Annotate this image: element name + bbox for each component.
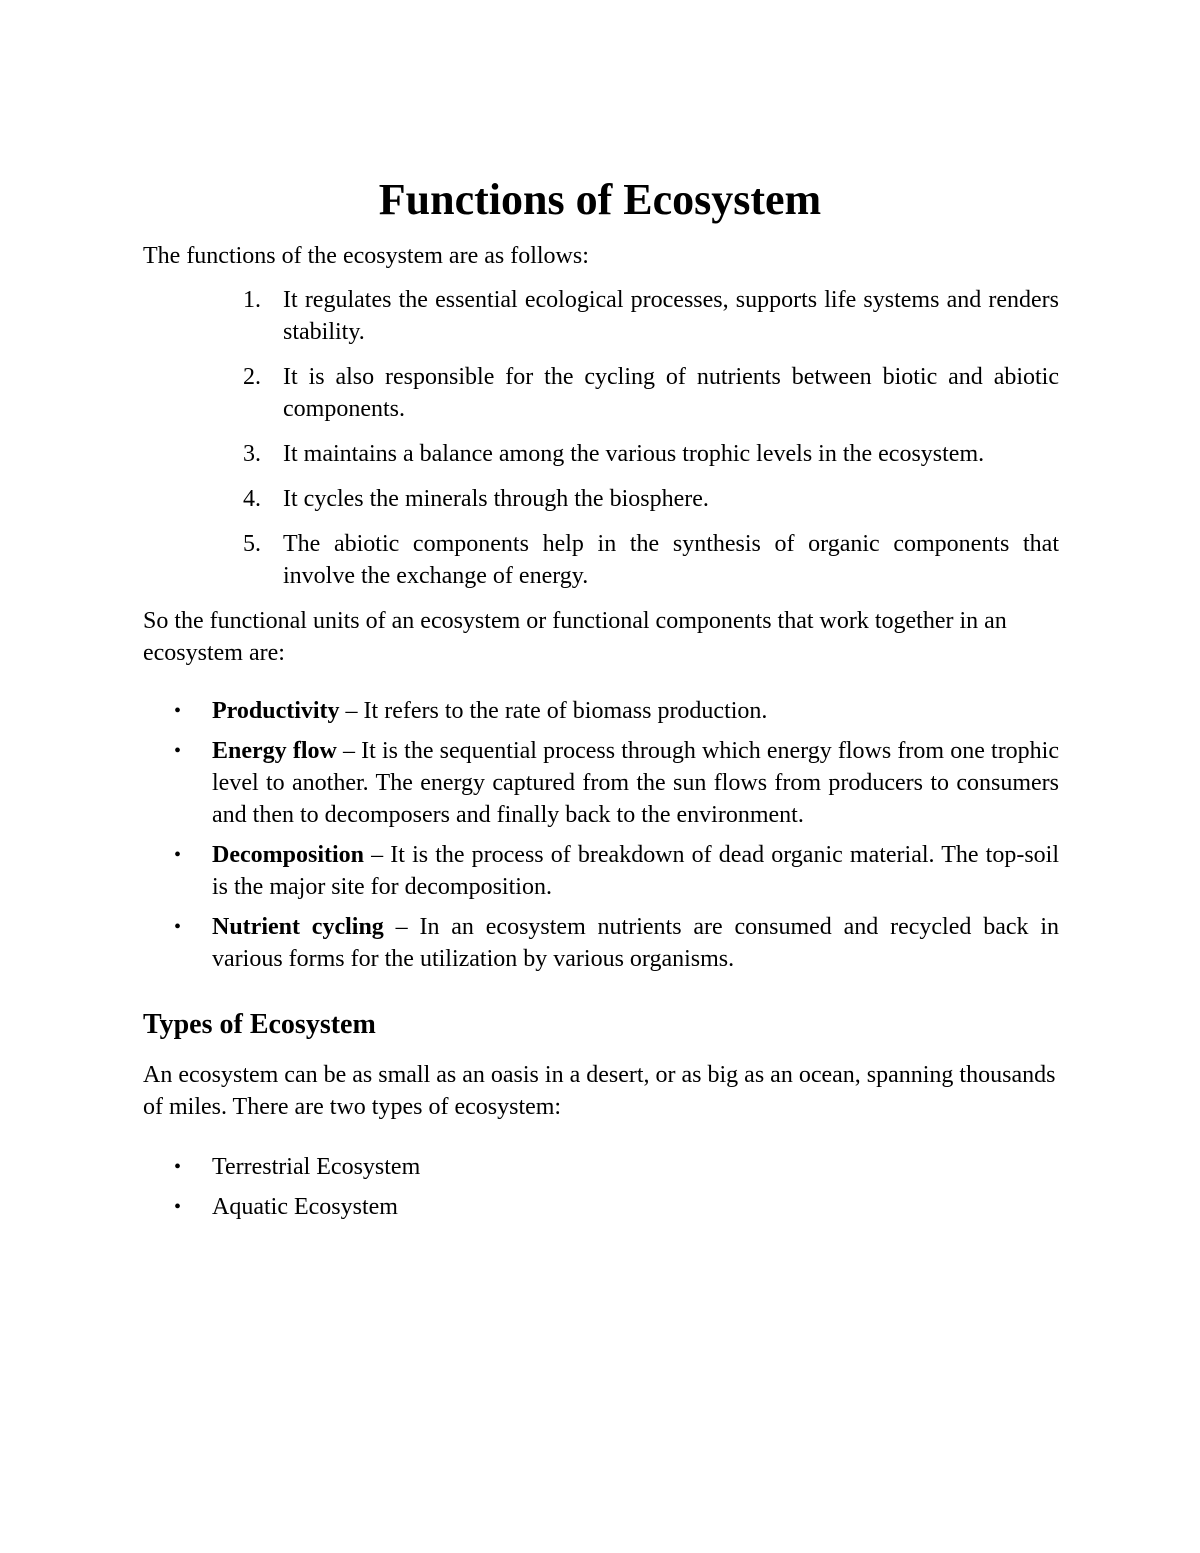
bullet-icon: • — [174, 844, 182, 866]
list-number: 5. — [243, 531, 261, 557]
section-heading: Types of Ecosystem — [143, 1009, 376, 1040]
functions-intro: The functions of the ecosystem are as follows: — [143, 243, 589, 269]
list-item-text: It maintains a balance among the various trophic levels in the ecosystem. — [283, 441, 985, 467]
bullet-icon: • — [174, 740, 182, 762]
functional-units-list — [143, 695, 1059, 975]
list-item — [243, 438, 1059, 470]
list-number: 3. — [243, 441, 261, 467]
list-item-text: It is also responsible for the cycling of nutrients between biotic and abiotic components. — [283, 364, 1059, 422]
functions-list — [143, 284, 1059, 592]
types-intro: An ecosystem can be as small as an oasis in a desert, or as big as an ocean, spanning thousands of miles. There are two types of ecosystem: — [143, 1062, 1056, 1120]
unit-term: Decomposition — [212, 842, 364, 868]
list-number: 2. — [243, 364, 261, 390]
unit-description: – In an ecosystem nutrients are consumed and recycled back in various forms for the utilization by various organisms. — [212, 914, 1060, 972]
list-item — [174, 1191, 1059, 1223]
unit-description: – It is the process of breakdown of dead organic material. The top-soil is the major site for decomposition. — [212, 842, 1059, 900]
unit-term: Energy flow — [212, 738, 337, 764]
functional-units-intro: So the functional units of an ecosystem or functional components that work together in an ecosystem are: — [143, 608, 1007, 666]
page-title: Functions of Ecosystem — [378, 175, 822, 224]
list-item — [174, 1151, 1059, 1183]
list-item-text: Aquatic Ecosystem — [212, 1194, 398, 1220]
list-item — [243, 483, 1059, 515]
unit-description: – It refers to the rate of biomass production. — [339, 698, 768, 724]
list-item-text: It regulates the essential ecological processes, supports life systems and renders stability. — [283, 287, 1059, 345]
document-body — [143, 240, 1059, 1231]
list-number: 1. — [243, 287, 261, 313]
unit-description: – It is the sequential process through which energy flows from one trophic level to another. The energy captured from the sun flows from producers to consumers and then to decomposers and finally back to the environment. — [212, 738, 1060, 828]
list-item — [174, 839, 1059, 903]
list-item-text: The abiotic components help in the synthesis of organic components that involve the exchange of energy. — [283, 531, 1059, 589]
list-item — [174, 735, 1060, 831]
list-item — [243, 361, 1059, 425]
list-item — [174, 911, 1060, 975]
bullet-icon: • — [174, 700, 182, 722]
list-item-text: It cycles the minerals through the biosphere. — [283, 486, 709, 512]
bullet-icon: • — [174, 916, 182, 938]
bullet-icon: • — [174, 1196, 182, 1218]
list-item-text: Terrestrial Ecosystem — [212, 1154, 421, 1180]
types-list — [143, 1151, 1059, 1223]
list-number: 4. — [243, 486, 261, 512]
unit-term: Productivity — [212, 698, 340, 724]
bullet-icon: • — [174, 1156, 182, 1178]
list-item — [243, 528, 1059, 592]
unit-term: Nutrient cycling — [212, 914, 384, 940]
list-item — [174, 695, 1059, 727]
list-item — [243, 284, 1059, 348]
